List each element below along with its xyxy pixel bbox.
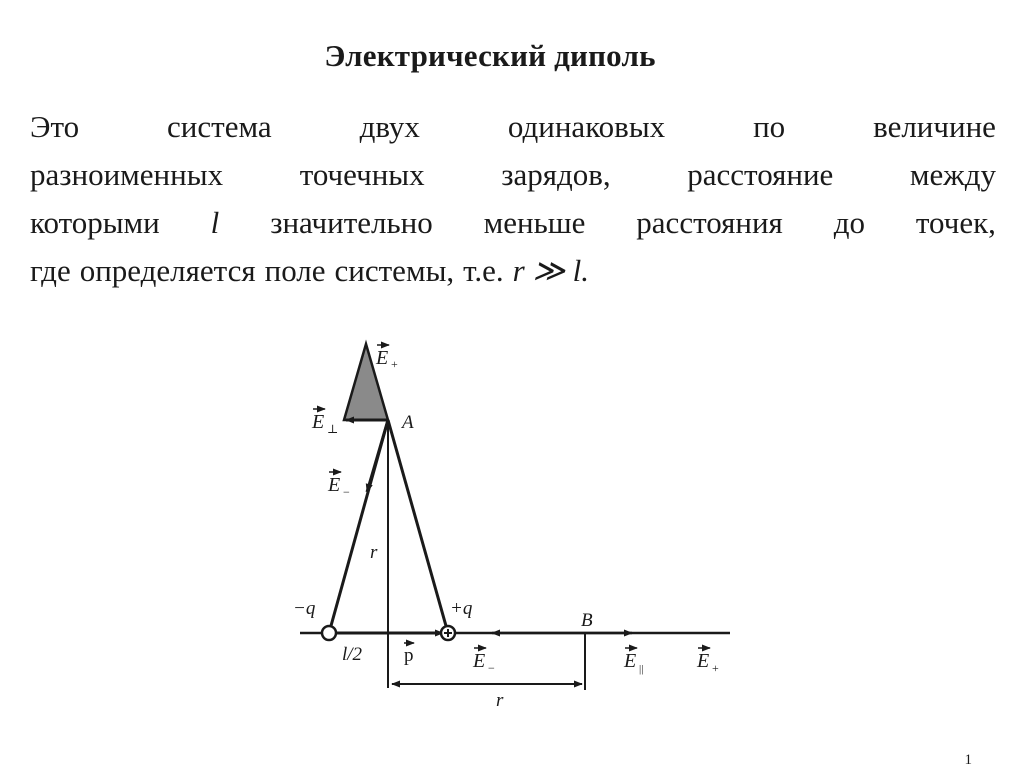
- word: где: [30, 253, 71, 288]
- word: одинаковых: [507, 109, 666, 144]
- word: точечных: [299, 157, 425, 192]
- svg-text:E: E: [376, 347, 389, 369]
- label-minus-q: −q: [293, 598, 316, 619]
- label-e-perp: [311, 409, 338, 436]
- label-e-minus-axis: [472, 648, 495, 675]
- svg-text:−: −: [488, 661, 495, 675]
- svg-text:||: ||: [639, 663, 644, 675]
- word: величине: [873, 109, 996, 144]
- label-point-b: B: [581, 610, 593, 631]
- word: т.е.: [463, 253, 504, 288]
- word: система: [167, 109, 272, 144]
- svg-text:+: +: [391, 357, 398, 371]
- word: расстояние: [687, 157, 834, 192]
- word: меньше: [483, 205, 586, 240]
- label-point-a: A: [402, 412, 414, 433]
- word: двух: [359, 109, 420, 144]
- word: поле: [264, 253, 326, 288]
- svg-text:+: +: [712, 661, 719, 675]
- word: разноименных: [30, 157, 224, 192]
- minus-q-charge: [322, 626, 336, 640]
- math-l: l: [210, 205, 220, 240]
- svg-text:E: E: [697, 650, 710, 672]
- slide-title: Электрический диполь: [324, 38, 656, 73]
- svg-text:E: E: [473, 650, 486, 672]
- word: точек,: [915, 205, 996, 240]
- word: системы,: [334, 253, 455, 288]
- word: по: [753, 109, 786, 144]
- label-half-l: l/2: [342, 644, 363, 665]
- line-plus-q-to-a: [388, 420, 448, 633]
- label-e-minus-left: [327, 472, 350, 499]
- label-p-vector: [404, 643, 414, 666]
- math-r-much-greater-l: r ≫ l.: [512, 253, 590, 288]
- svg-text:E: E: [312, 411, 325, 433]
- label-plus-q: +q: [450, 598, 473, 619]
- label-e-plus-axis: [696, 648, 719, 675]
- e-minus-arrow-left: [367, 420, 388, 492]
- label-e-plus-top: [375, 345, 398, 371]
- word: определяется: [79, 253, 256, 288]
- svg-text:−: −: [343, 485, 350, 499]
- label-r-vertical: r: [370, 542, 378, 563]
- page-number: 1: [964, 752, 972, 768]
- word: зарядов,: [501, 157, 611, 192]
- word: до: [833, 205, 866, 240]
- svg-text:E: E: [624, 650, 637, 672]
- label-e-parallel: [623, 648, 643, 675]
- label-r-horizontal: r: [496, 690, 504, 711]
- svg-text:⊥: ⊥: [327, 422, 339, 436]
- word: между: [909, 157, 996, 192]
- svg-text:E: E: [328, 474, 341, 496]
- word: которыми: [30, 205, 160, 240]
- svg-text:p: p: [404, 645, 414, 666]
- word: расстояния: [636, 205, 783, 240]
- word: значительно: [270, 205, 433, 240]
- word: Это: [30, 109, 80, 144]
